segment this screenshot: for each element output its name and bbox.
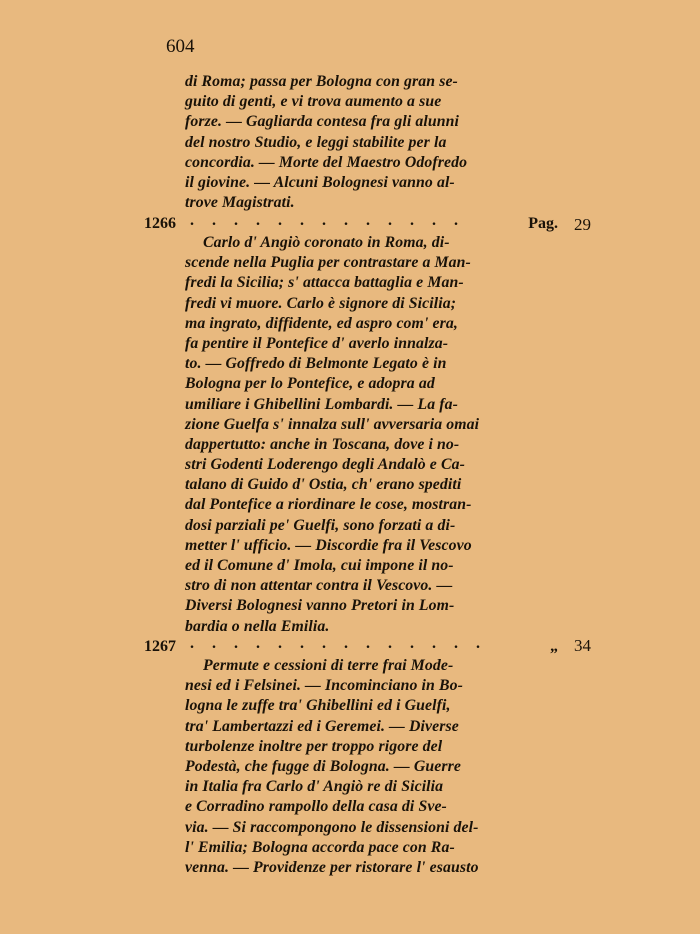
text-line: ed il Comune d' Imola, cui impone il no- — [185, 557, 454, 574]
text-line: umiliare i Ghibellini Lombardi. — La fa- — [185, 395, 458, 413]
text-line: di Roma; passa per Bologna con gran se- — [185, 73, 458, 90]
text-line: venna. — Providenze per ristorare l' esausto — [185, 858, 479, 876]
entry-text-1267 — [185, 656, 555, 878]
text-line: stri Godenti Loderengo degli Andalò e Ca- — [185, 456, 465, 474]
continuation-text — [185, 72, 555, 213]
text-line: concordia. — Morte del Maestro Odofredo — [185, 153, 468, 171]
text-line: dappertutto: anche in Toscana, dove i no- — [185, 435, 460, 453]
text-line: dosi parziali pe' Guelfi, sono forzati a di- — [185, 516, 456, 534]
page-number: 604 — [166, 36, 195, 57]
text-line: tra' Lambertazzi ed i Geremei. — Diverse — [185, 717, 459, 735]
text-line: Podestà, che fugge di Bologna. — Guerre — [185, 757, 461, 775]
pag-label: Pag. — [528, 215, 558, 232]
dot-leader: . . . . . . . . . . . . . — [190, 212, 465, 229]
text-line: trove Magistrati. — [185, 194, 295, 212]
text-line: nesi ed i Felsinei. — Incominciano in Bo- — [185, 677, 463, 695]
text-line: fa pentire il Pontefice d' averlo innalza- — [185, 334, 449, 352]
text-line: fredi la Sicilia; s' attacca battaglia e Man- — [185, 274, 464, 292]
text-line: dal Pontefice a riordinare le cose, mostran- — [185, 496, 472, 514]
page-ref-1266: 29 — [574, 215, 591, 234]
text-line: stro di non attentar contra il Vescovo. — — [185, 577, 453, 595]
text-line: l' Emilia; Bologna accorda pace con Ra- — [185, 838, 455, 856]
text-line: Bologna per lo Pontefice, e adopra ad — [185, 375, 435, 393]
text-line: in Italia fra Carlo d' Angiò re di Sicilia — [185, 778, 444, 796]
text-line: ma ingrato, diffidente, ed aspro com' era, — [185, 314, 458, 332]
text-line: bardia o nella Emilia. — [185, 617, 330, 635]
text-line: del nostro Studio, e leggi stabilite per la — [185, 133, 447, 151]
text-line: il giovine. — Alcuni Bolognesi vanno al- — [185, 173, 455, 191]
text-line: to. — Goffredo di Belmonte Legato è in — [185, 355, 447, 373]
text-line: forze. — Gagliarda contesa fra gli alunni — [185, 113, 459, 131]
text-line: via. — Si raccompongono le dissensioni del- — [185, 818, 479, 836]
text-line: fredi vi muore. Carlo è signore di Sicilia; — [185, 294, 457, 312]
text-line: Carlo d' Angiò coronato in Roma, di- — [203, 234, 450, 251]
text-line: talano di Guido d' Ostia, ch' erano spediti — [185, 476, 462, 494]
text-line: scende nella Puglia per contrastare a Man- — [185, 254, 471, 272]
dot-leader: . . . . . . . . . . . . . . — [190, 635, 487, 652]
entry-heading-1267 — [144, 636, 558, 658]
entry-text-1266 — [185, 233, 555, 637]
text-line: guito di genti, e vi trova aumento a sue — [185, 93, 442, 111]
text-line: Diversi Bolognesi vanno Pretori in Lom- — [185, 597, 455, 615]
text-line: metter l' ufficio. — Discordie fra il Vescovo — [185, 536, 472, 554]
text-line: zione Guelfa s' innalza sull' avversaria omai — [185, 415, 480, 433]
text-line: Permute e cessioni di terre frai Mode- — [203, 657, 454, 674]
entry-year: 1267 — [144, 638, 176, 655]
entry-year: 1266 — [144, 215, 176, 232]
text-line: turbolenze inoltre per troppo rigore del — [185, 737, 443, 755]
entry-heading-1266 — [144, 213, 558, 235]
text-line: e Corradino rampollo della casa di Sve- — [185, 798, 447, 816]
text-line: logna le zuffe tra' Ghibellini ed i Guelfi, — [185, 697, 451, 715]
page-ref-1267: 34 — [574, 636, 591, 655]
pag-label: „ — [550, 638, 558, 655]
